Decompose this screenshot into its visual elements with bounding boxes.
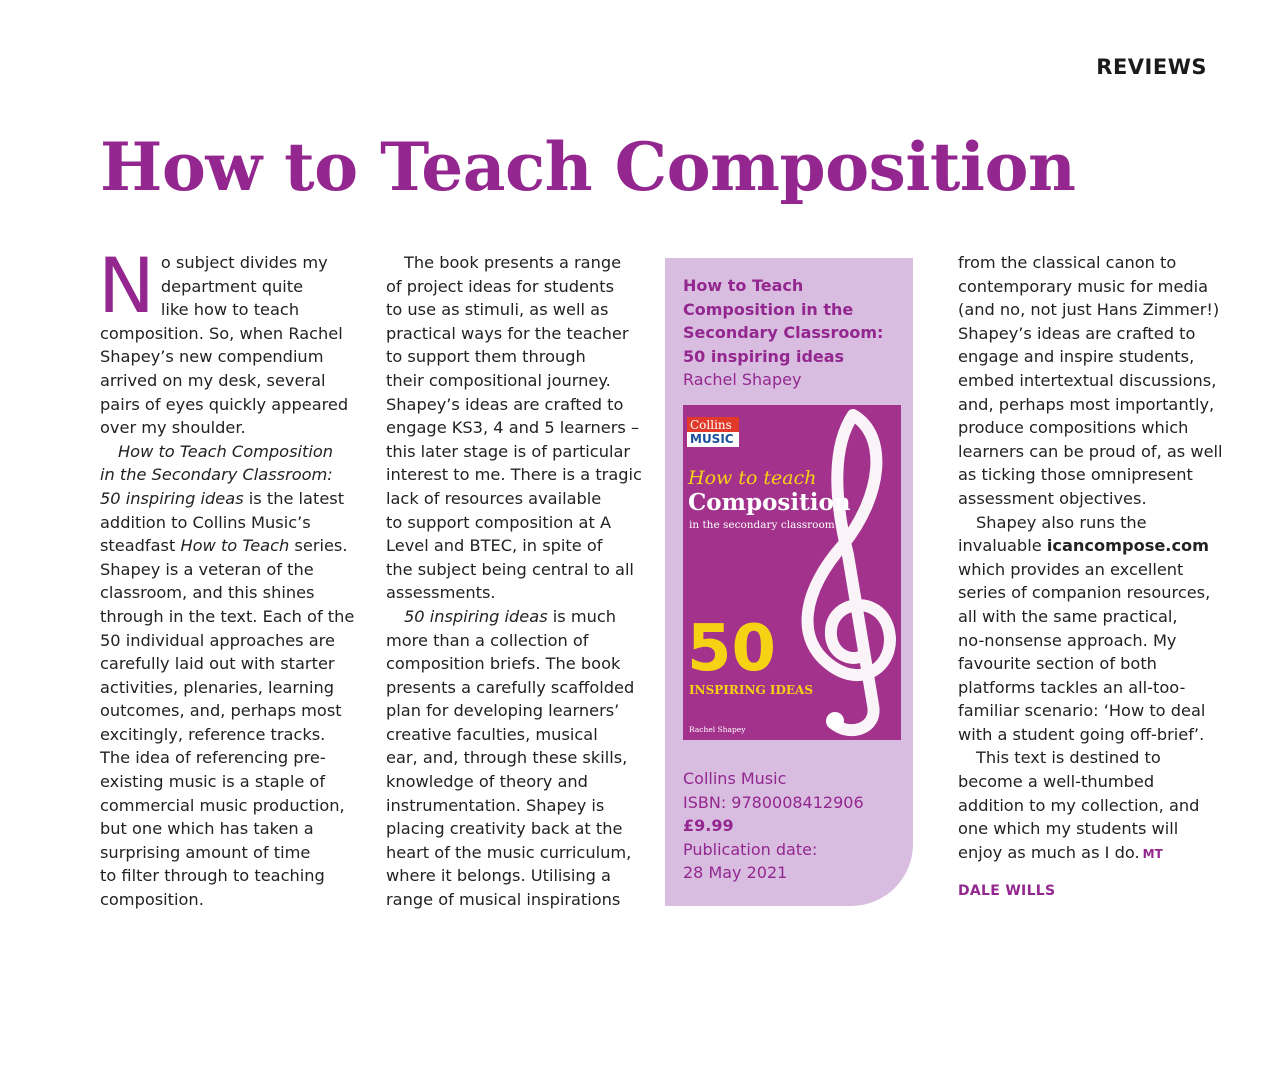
text-line: familiar scenario: ‘How to deal [958,701,1206,721]
book-title-line: How to Teach [683,276,804,295]
column-4 [958,251,1223,904]
text-line: Shapey is a veteran of the [100,559,314,579]
cover-how-to: How to teach [688,466,817,489]
col4-para-1 [958,251,1223,511]
text-line: series of companion resources, [958,583,1211,603]
col4-para-3 [958,746,1220,866]
text-lines [100,560,354,909]
isbn: ISBN: 9780008412906 [683,792,864,812]
publisher: Collins Music [683,768,787,788]
col4-para-2 [958,511,1220,747]
text-line: 50 individual approaches are [100,630,335,650]
reviewer-byline: DALE WILLS [958,883,1056,900]
text-line: and, perhaps most importantly, [958,394,1215,414]
book-title-italic: How to Teach Composition [118,441,334,461]
text-line: o subject divides my [160,253,328,272]
text-line: instrumentation. Shapey is [386,795,605,815]
text-line: existing music is a staple of [100,772,326,792]
text-line: like how to teach [160,300,300,320]
cover-fifty: 50 [687,611,777,686]
text-line: The idea of referencing pre- [100,748,326,768]
end-mark: MT [1142,846,1163,861]
text-line: range of musical inspirations [386,890,621,910]
text-line: heart of the music curriculum, [386,842,632,862]
book-title-line: 50 inspiring ideas [683,346,845,366]
text-line: lack of resources available [386,488,602,508]
book-title [683,274,895,368]
text-line: no-nonsense approach. My [958,630,1177,650]
text-line: as ticking those omnipresent [958,465,1193,485]
text-line: enjoy as much as I do. [958,842,1140,862]
text-line: through in the text. Each of the [100,606,355,626]
text-line: Shapey also runs the [976,512,1147,532]
text-line: this later stage is of particular [386,441,631,461]
text-line: produce compositions which [958,418,1189,438]
publisher-logo: Collins [687,417,739,433]
pub-date: 28 May 2021 [683,863,788,883]
text-line: Shapey’s new compendium [100,347,324,367]
text-line: surprising amount of time [100,842,311,862]
text-line: addition to Collins Music’s [100,512,311,532]
publisher-sub-logo: MUSIC [687,432,739,447]
text-fragment: steadfast [100,536,181,556]
text-line: composition briefs. The book [386,654,621,674]
text-line: all with the same practical, [958,606,1178,626]
text-line: engage KS3, 4 and 5 learners – [386,418,640,438]
text-line: contemporary music for media [958,276,1209,296]
text-line: assessments. [386,583,496,603]
book-title-line: Secondary Classroom: [683,323,884,343]
text-line: where it belongs. Utilising a [386,866,611,886]
text-line: engage and inspire students, [958,347,1195,367]
column-1 [98,241,362,912]
text-line: placing creativity back at the [386,819,623,839]
text-line: carefully laid out with starter [100,654,335,674]
series-italic: How to Teach [180,536,290,556]
text-line: from the classical canon to [958,253,1177,272]
col1-para-2 [100,440,362,912]
text-line: practical ways for the teacher [386,323,629,343]
col2-para-1 [386,251,644,605]
book-cover [683,405,901,740]
text-line: composition. [100,890,204,910]
text-line: to support composition at A [386,512,612,532]
text-line: of project ideas for students [386,276,615,296]
text-line: which provides an excellent [958,559,1184,579]
pub-date-label: Publication date: [683,839,818,859]
book-title-italic: in the Secondary Classroom: [100,465,333,485]
book-title-italic: 50 inspiring ideas [404,606,548,626]
text-line: to support them through [386,347,586,367]
text-lines [386,631,634,910]
text-line: interest to me. There is a tragic [386,465,642,485]
cover-composition: Composition [688,488,851,516]
text-line: commercial music production, [100,795,345,815]
article-title: How to Teach Composition [100,128,1076,206]
text-line: favourite section of both [958,654,1157,674]
text-line: knowledge of theory and [386,772,588,792]
text-lines [958,748,1199,838]
text-line: presents a carefully scaffolded [386,677,635,697]
book-meta [683,767,895,885]
text-line: one which my students will [958,819,1179,839]
cover-inspiring: INSPIRING IDEAS [689,682,814,697]
price: £9.99 [683,816,734,836]
cover-subtitle: in the secondary classroom [689,518,835,531]
text-line: to use as stimuli, as well as [386,300,609,320]
text-lines [958,560,1210,744]
text-line: platforms tackles an all-too- [958,677,1186,697]
text-line: classroom, and this shines [100,583,315,603]
text-line: addition to my collection, and [958,795,1200,815]
text-line: department quite [160,276,304,296]
book-author: Rachel Shapey [683,370,802,390]
text-line: become a well-thumbed [958,772,1155,792]
column-2 [386,251,644,912]
text-fragment: series. [289,536,348,556]
book-title-italic: 50 inspiring ideas [100,488,244,508]
text-line: (and no, not just Hans Zimmer!) [958,300,1220,320]
drop-cap: N [98,241,155,330]
text-line: but one which has taken a [100,819,314,839]
text-fragment: is much [547,606,617,626]
section-label: REVIEWS [1096,55,1207,79]
text-line: Shapey’s ideas are crafted to [386,394,624,414]
text-line: The book presents a range [404,253,622,272]
text-line: the subject being central to all [386,559,634,579]
text-line: Level and BTEC, in spite of [386,536,603,556]
text-line: their compositional journey. [386,370,611,390]
text-line: composition. So, when Rachel [100,323,343,343]
text-line: This text is destined to [976,748,1161,768]
col2-para-2 [386,605,644,912]
text-line: excitingly, reference tracks. [100,724,326,744]
text-line: creative faculties, musical [386,724,598,744]
text-line: arrived on my desk, several [100,370,326,390]
website-link[interactable]: icancompose.com [1046,536,1210,556]
book-title-line: Composition in the [683,299,854,319]
cover-author: Rachel Shapey [689,724,746,734]
text-line: learners can be proud of, as well [958,441,1223,461]
text-line: more than a collection of [386,630,589,650]
text-fragment: is the latest [243,488,345,508]
text-line: over my shoulder. [100,418,246,438]
text-line: ear, and, through these skills, [386,748,628,768]
text-line: embed intertextual discussions, [958,370,1217,390]
text-line: Shapey’s ideas are crafted to [958,323,1196,343]
book-info-panel [665,258,913,906]
text-fragment: invaluable [958,536,1047,556]
text-line: with a student going off-brief’. [958,724,1205,744]
text-line: assessment objectives. [958,488,1147,508]
text-line: activities, plenaries, learning [100,677,335,697]
text-line: plan for developing learners’ [386,701,620,721]
text-line: to filter through to teaching [100,866,325,886]
text-line: outcomes, and, perhaps most [100,701,342,721]
text-line: pairs of eyes quickly appeared [100,394,349,414]
